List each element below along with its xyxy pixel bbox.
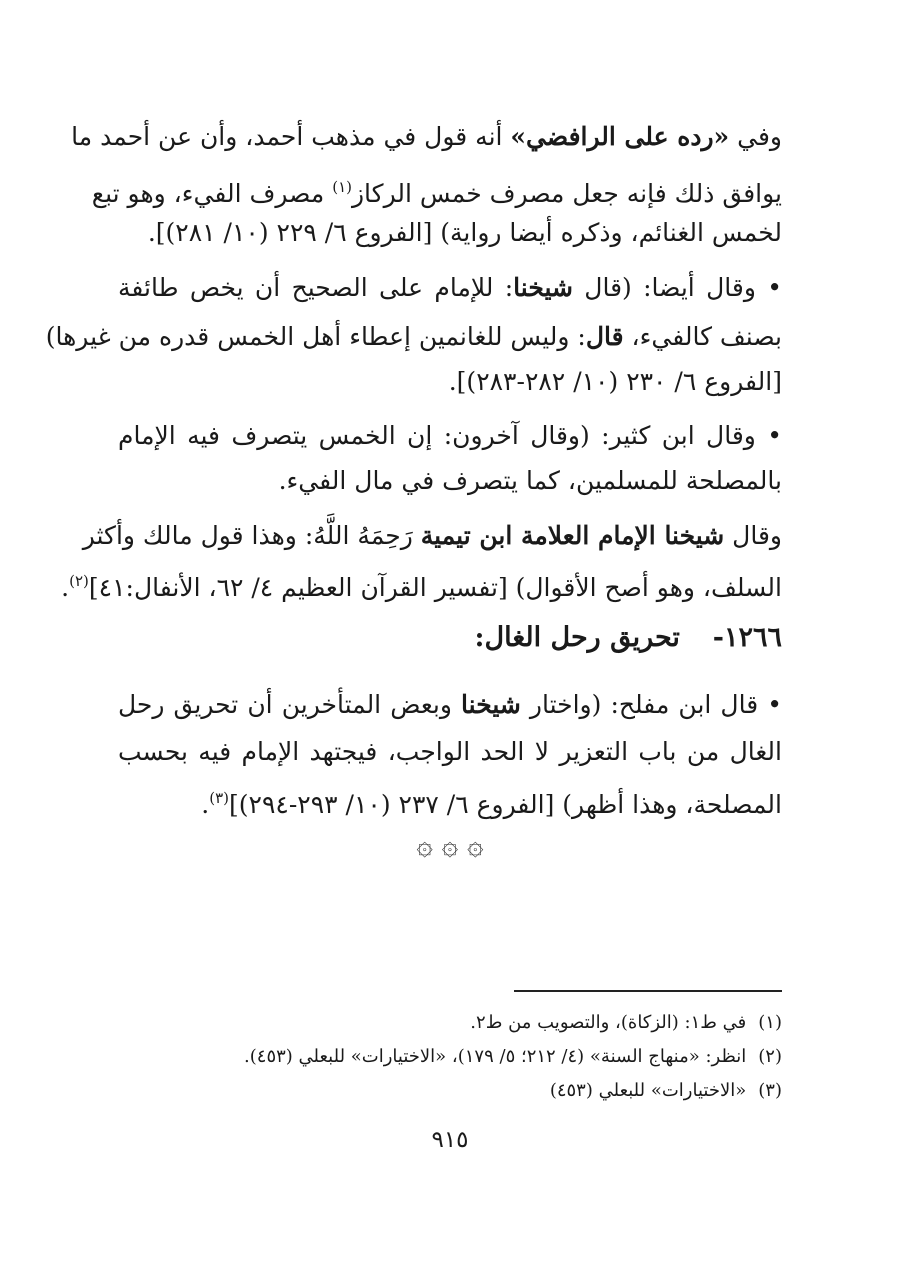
bold-text-run: شيخنا xyxy=(513,273,573,302)
text-run: • وقال ابن كثير: (وقال آخرون: إن الخمس يتصرف فيه الإمام xyxy=(118,421,782,450)
separator-ornaments: ۞ ۞ ۞ xyxy=(416,828,484,861)
bold-text-run: شيخنا xyxy=(461,690,521,719)
text-run: وقال xyxy=(724,521,782,550)
text-run: [الفروع ٦/ ٢٣٠ (١٠/ ٢٨٢-٢٨٣)]. xyxy=(448,367,782,396)
footnote-number: (٣) xyxy=(758,1080,782,1101)
footnote xyxy=(550,1080,782,1102)
text-run: : وليس للغانمين إعطاء أهل الخمس قدره من غيرها) xyxy=(45,322,586,351)
text-run: لخمس الغنائم، وذكره أيضا رواية) [الفروع ٦/ ٢٢٩ (١٠/ ٢٨١)]. xyxy=(147,218,782,247)
footnote-text: «الاختيارات» للبعلي (٤٥٣) xyxy=(549,1080,747,1101)
text-line xyxy=(82,521,782,551)
text-run: أنه قول في مذهب أحمد، وأن عن أحمد ما xyxy=(71,122,511,151)
section-number: ١٢٦٦- xyxy=(712,622,782,653)
text-run: : للإمام على الصحيح أن يخص طائفة xyxy=(118,273,514,302)
text-line xyxy=(118,218,782,248)
section-heading xyxy=(475,622,782,653)
text-run: بالمصلحة للمسلمين، كما يتصرف في مال الفيء. xyxy=(278,466,782,495)
text-run: رَحِمَهُ اللَّهُ: وهذا قول مالك وأكثر xyxy=(82,521,421,550)
footnote-marker: (٣) xyxy=(209,789,230,807)
bold-text-run: «رده على الرافضي» xyxy=(510,122,730,151)
text-line xyxy=(118,367,782,397)
footnote xyxy=(470,1012,782,1034)
footnote-number: (٢) xyxy=(758,1046,782,1067)
text-line xyxy=(118,783,782,820)
text-line xyxy=(118,273,782,303)
text-run: • وقال أيضا: (قال xyxy=(572,273,782,302)
section-title: تحريق رحل الغال: xyxy=(474,622,680,653)
text-line xyxy=(118,737,782,767)
text-run: المصلحة، وهذا أظهر) [الفروع ٦/ ٢٣٧ (١٠/ ٢٩٣-٢٩٤)] xyxy=(229,790,782,819)
text-line xyxy=(118,421,782,451)
text-run: . xyxy=(61,573,70,602)
text-line xyxy=(118,690,782,720)
footnote-marker: (٢) xyxy=(69,572,89,590)
text-run: مصرف الفيء، وهو تبع xyxy=(91,179,333,208)
footnote-text: في ط١: (الزكاة)، والتصويب من ط٢. xyxy=(470,1012,747,1033)
bold-text-run: شيخنا الإمام العلامة ابن تيمية xyxy=(420,521,725,550)
text-run: وبعض المتأخرين أن تحريق رحل xyxy=(118,690,462,719)
footnote-marker: (١) xyxy=(332,178,352,196)
text-run: وفي xyxy=(729,122,782,151)
footnote xyxy=(244,1046,782,1068)
text-run: • قال ابن مفلح: (واختار xyxy=(520,690,782,719)
text-run: السلف، وهو أصح الأقوال) [تفسير القرآن العظيم ٤/ ٦٢، الأنفال:٤١] xyxy=(88,573,782,602)
text-line xyxy=(71,122,782,152)
text-line xyxy=(61,566,782,603)
text-run: . xyxy=(201,790,210,819)
footnote-rule xyxy=(514,990,782,992)
footnote-text: انظر: «منهاج السنة» (٤/ ٢١٢؛ ٥/ ١٧٩)، «الاختيارات» للبعلي (٤٥٣). xyxy=(244,1046,747,1067)
text-line xyxy=(45,322,782,352)
footnote-number: (١) xyxy=(758,1012,782,1033)
text-run: بصنف كالفيء، xyxy=(623,322,782,351)
text-run: يوافق ذلك فإنه جعل مصرف خمس الركاز xyxy=(351,179,782,208)
text-run: الغال من باب التعزير لا الحد الواجب، فيجتهد الإمام فيه بحسب xyxy=(118,737,782,766)
bold-text-run: قال xyxy=(585,322,624,351)
text-line xyxy=(91,172,782,209)
page-number: ٩١٥ xyxy=(431,1127,469,1153)
text-line xyxy=(118,466,782,496)
